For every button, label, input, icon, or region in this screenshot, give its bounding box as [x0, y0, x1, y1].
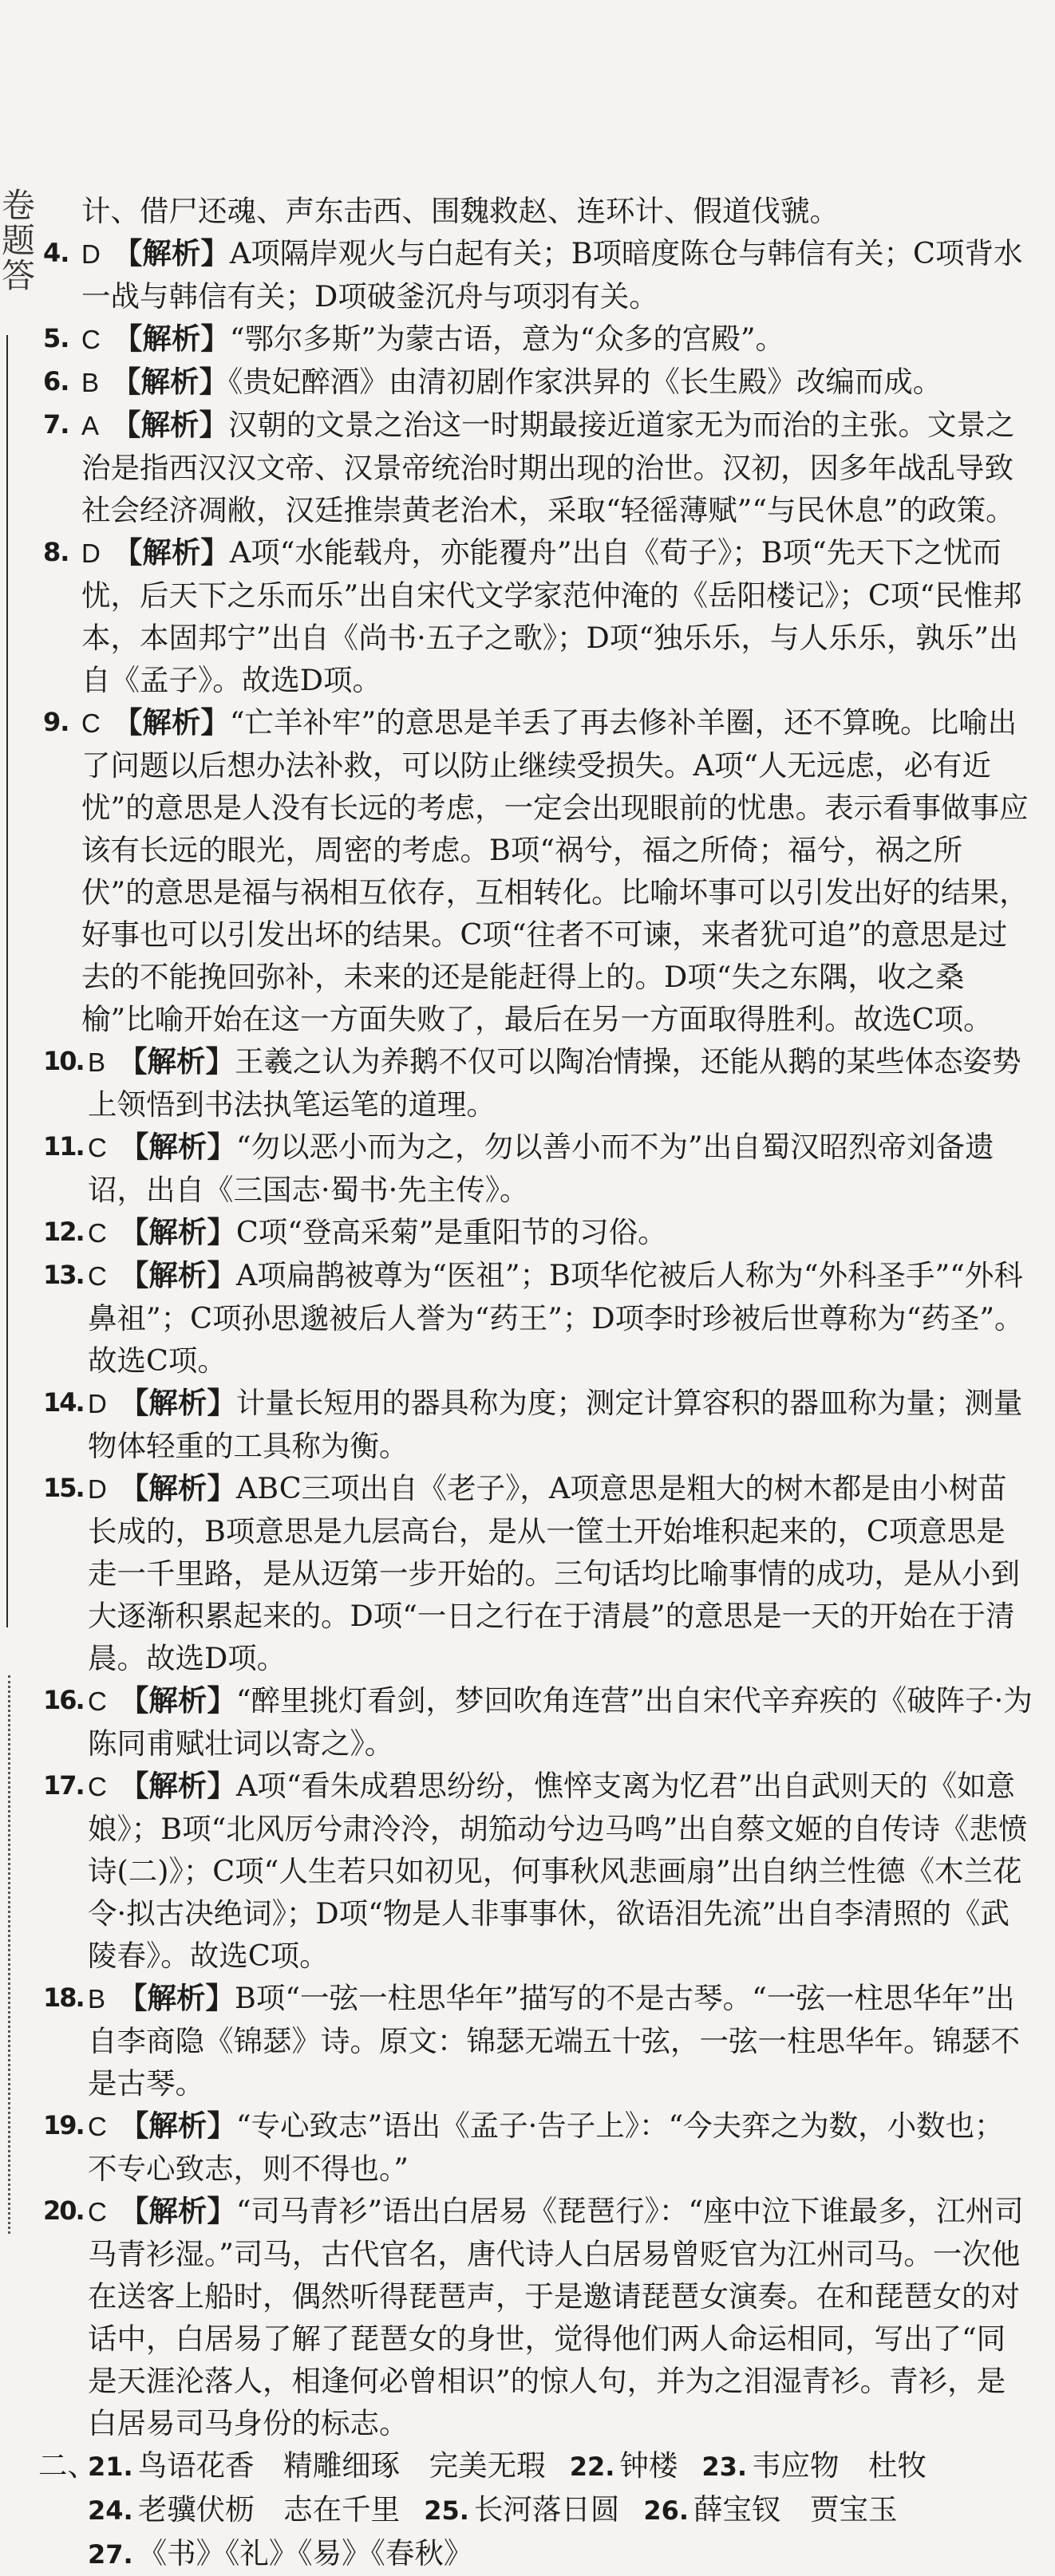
answer-item — [43, 1977, 1033, 2105]
answer-item — [43, 318, 1033, 361]
answer-letter: C — [88, 1218, 107, 1248]
answer-item — [43, 1765, 1033, 1977]
analysis-tag: 【解析】 — [113, 236, 230, 270]
analysis-tag: 【解析】 — [119, 1683, 236, 1718]
question-number: 7. — [43, 409, 69, 440]
binding-margin-text: 卷题答 — [2, 186, 36, 295]
analysis-tag: 【解析】 — [112, 365, 229, 399]
question-number: 25. — [424, 2495, 469, 2526]
section-two-label: 二、 — [38, 2448, 97, 2483]
answer-item — [43, 531, 1033, 701]
fill-answer-text: 长河落日圆 — [473, 2492, 620, 2527]
question-number: 20. — [43, 2195, 84, 2226]
answer-letter: C — [88, 2197, 107, 2227]
analysis-tag: 【解析】 — [119, 1769, 236, 1803]
answer-item — [43, 1679, 1033, 1765]
analysis-text: 《贵妃醉酒》由清初剧作家洪昇的《长生殿》改编而成。 — [228, 365, 942, 399]
answer-item — [43, 232, 1033, 318]
answer-letter: B — [81, 368, 100, 397]
question-number: 22. — [569, 2452, 615, 2482]
analysis-text: 计量长短用的器具称为度；测定计算容积的器皿称为量；测量物体轻重的工具称为衡。 — [88, 1386, 1023, 1463]
answer-item — [43, 361, 1033, 404]
analysis-tag: 【解析】 — [118, 1044, 235, 1079]
answer-item — [43, 701, 1033, 1040]
analysis-tag: 【解析】 — [119, 2109, 236, 2143]
answer-item — [43, 1382, 1033, 1467]
analysis-tag: 【解析】 — [119, 1471, 236, 1505]
answer-letter: C — [81, 708, 101, 738]
answer-item — [43, 1126, 1033, 1211]
analysis-text: B项“一弦一柱思华年”描写的不是古琴。“一弦一柱思华年”出自李商隐《锦瑟》诗。原文：锦瑟无端五十弦，一弦一柱思华年。锦瑟不是古琴。 — [88, 1981, 1020, 2101]
question-number: 21. — [88, 2452, 133, 2482]
analysis-text: “鄂尔多斯”为蒙古语，意为“众多的宫殿”。 — [229, 322, 784, 356]
question-number: 13. — [43, 1260, 84, 1290]
fill-answer-text: 薛宝钗 贾宝玉 — [693, 2492, 898, 2527]
answer-letter: B — [88, 1047, 106, 1077]
question-number: 19. — [43, 2110, 84, 2140]
question-number: 6. — [43, 366, 69, 396]
answer-list — [43, 232, 1033, 2444]
fill-answer-row — [88, 2444, 1033, 2488]
fill-answer-text: 韦应物 杜牧 — [752, 2448, 927, 2483]
answer-item — [43, 404, 1033, 531]
question-number: 16. — [43, 1685, 84, 1715]
answer-item — [43, 1211, 1033, 1254]
answer-item — [43, 1467, 1033, 1679]
question-number: 27. — [88, 2539, 133, 2570]
answer-letter: C — [88, 1686, 107, 1716]
analysis-text: “司马青衫”语出白居易《琵琶行》：“座中泣下谁最多，江州司马青衫湿。”司马，古代官名，唐代诗人白居易曾贬官为江州司马。一次他在送客上船时，偶然听得琵琶声，于是邀请琵琶女演奏。在和琵琶女的对话中，白居易了解了琵琶女的身世，觉得他们两人命运相同，写出了“同是天涯沦落人，相逢何必曾相识”的惊人句，并为之泪湿青衫。青衫，是白居易司马身份的标志。 — [88, 2194, 1024, 2440]
answer-content — [38, 190, 1033, 2576]
binding-line — [6, 335, 8, 1627]
analysis-text: “专心致志”语出《孟子·告子上》：“今夫弈之为数，小数也；不专心致志，则不得也。” — [88, 2109, 1004, 2186]
answer-letter: C — [88, 1133, 107, 1162]
analysis-tag: 【解析】 — [118, 1981, 235, 2015]
analysis-text: “勿以恶小而为之，勿以善小而不为”出自蜀汉昭烈帝刘备遗诏，出自《三国志·蜀书·先主传》。 — [88, 1130, 994, 1207]
analysis-text: ABC三项出自《老子》，A项意思是粗大的树木都是由小树苗长成的，B项意思是九层高台，是从一筐土开始堆积起来的，C项意思是走一千里路，是从迈第一步开始的。三句话均比喻事情的成功，是从小到大逐渐积累起来的。D项“一日之行在于清晨”的意思是一天的开始在于清晨。故选D项。 — [88, 1471, 1020, 1675]
continued-line: 计、借尸还魂、声东击西、围魏救赵、连环计、假道伐虢。 — [81, 194, 839, 228]
answer-letter: B — [88, 1984, 106, 2014]
fill-answer-text: 钟楼 — [619, 2448, 678, 2483]
answer-letter: C — [88, 1772, 107, 1801]
answer-letter: D — [88, 1474, 107, 1504]
question-number: 12. — [43, 1217, 84, 1247]
fill-answer-text: 《书》《礼》《易》《春秋》 — [137, 2536, 473, 2570]
analysis-tag: 【解析】 — [119, 1258, 236, 1292]
answer-item — [43, 1254, 1033, 1382]
analysis-tag: 【解析】 — [113, 705, 230, 740]
answer-letter: D — [88, 1389, 107, 1418]
analysis-text: A项隔岸观火与白起有关；B项暗度陈仓与韩信有关；C项背水一战与韩信有关；D项破釜沉舟与项羽有关。 — [81, 236, 1023, 314]
question-number: 24. — [88, 2495, 133, 2526]
answer-item — [43, 2190, 1033, 2444]
answer-letter: C — [88, 1261, 107, 1291]
fill-answer-text: 鸟语花香 精雕细琢 完美无瑕 — [137, 2448, 546, 2483]
analysis-text: 汉朝的文景之治这一时期最接近道家无为而治的主张。文景之治是指西汉汉文帝、汉景帝统治时期出现的治世。汉初，因多年战乱导致社会经济凋敝，汉廷推崇黄老治术，采取“轻徭薄赋”“与民休息”的政策。 — [81, 408, 1015, 527]
analysis-tag: 【解析】 — [119, 1386, 236, 1420]
question-number: 4. — [43, 238, 69, 268]
question-number: 17. — [43, 1770, 84, 1801]
analysis-text: A项“水能载舟，亦能覆舟”出自《荀子》；B项“先天下之忧而忧，后天下之乐而乐”出自宋代文学家范仲淹的《岳阳楼记》；C项“民惟邦本，本固邦宁”出自《尚书·五子之歌》；D项“独乐乐，与人乐乐，孰乐”出自《孟子》。故选D项。 — [81, 535, 1022, 697]
question-number: 18. — [43, 1982, 84, 2013]
analysis-text: 王羲之认为养鹅不仅可以陶冶情操，还能从鹅的某些体态姿势上领悟到书法执笔运笔的道理。 — [88, 1044, 1021, 1122]
answer-letter: A — [81, 411, 100, 440]
question-number: 11. — [43, 1131, 84, 1162]
analysis-tag: 【解析】 — [119, 2194, 236, 2228]
answer-letter: D — [81, 239, 101, 269]
section-two-answers — [88, 2444, 1033, 2576]
fill-answer-text: 老骥伏枥 志在千里 — [137, 2492, 401, 2527]
question-number: 8. — [43, 537, 69, 567]
analysis-text: A项扁鹊被尊为“医祖”；B项华佗被后人称为“外科圣手”“外科鼻祖”；C项孙思邈被后人誉为“药王”；D项李时珍被后世尊称为“药圣”。故选C项。 — [88, 1258, 1024, 1378]
answer-item — [43, 2105, 1033, 2190]
question-number: 9. — [43, 707, 69, 737]
section-two — [38, 2444, 1033, 2576]
question-number: 15. — [43, 1473, 84, 1503]
answer-item — [43, 1040, 1033, 1126]
analysis-tag: 【解析】 — [119, 1215, 236, 1249]
answer-letter: C — [88, 2112, 107, 2141]
answer-letter: D — [81, 538, 101, 568]
question-number: 5. — [43, 323, 69, 353]
question-number: 26. — [643, 2495, 690, 2526]
answer-letter: C — [81, 325, 101, 354]
analysis-tag: 【解析】 — [113, 535, 230, 570]
analysis-text: “亡羊补牢”的意思是羊丢了再去修补羊圈，还不算晚。比喻出了问题以后想办法补救，可以防止继续受损失。A项“人无远虑，必有近忧”的意思是人没有长远的考虑，一定会出现眼前的忧患。表示看事做事应该有长远的眼光，周密的考虑。B项“祸兮，福之所倚；福兮，祸之所伏”的意思是福与祸相互依存，互相转化。比喻坏事可以引发出好的结果，好事也可以引发出坏的结果。C项“往者不可谏，来者犹可追”的意思是过去的不能挽回弥补，未来的还是能赶得上的。D项“失之东隅，收之桑榆”比喻开始在这一方面失败了，最后在另一方面取得胜利。故选C项。 — [81, 705, 1029, 1036]
analysis-tag: 【解析】 — [112, 408, 229, 442]
dotted-cut-line — [8, 1675, 10, 2234]
question-number: 23. — [701, 2452, 748, 2482]
question-number: 10. — [43, 1046, 84, 1076]
fill-answer-row — [88, 2532, 1033, 2576]
analysis-tag: 【解析】 — [119, 1130, 236, 1164]
analysis-text: “醉里挑灯看剑，梦回吹角连营”出自宋代辛弃疾的《破阵子·为陈同甫赋壮词以寄之》。 — [88, 1683, 1033, 1761]
fill-answer-row — [88, 2488, 1033, 2532]
analysis-text: C项“登高采菊”是重阳节的习俗。 — [235, 1215, 667, 1249]
question-number: 14. — [43, 1387, 84, 1418]
analysis-tag: 【解析】 — [113, 322, 230, 356]
analysis-text: A项“看朱成碧思纷纷，憔悴支离为忆君”出自武则天的《如意娘》；B项“北风厉兮肃泠泠，胡笳动兮边马鸣”出自蔡文姬的自传诗《悲愤诗(二)》；C项“人生若只如初见，何事秋风悲画扇”出自纳兰性德《木兰花令·拟古决绝词》；D项“物是人非事事休，欲语泪先流”出自李清照的《武陵春》。故选C项。 — [88, 1769, 1028, 1973]
